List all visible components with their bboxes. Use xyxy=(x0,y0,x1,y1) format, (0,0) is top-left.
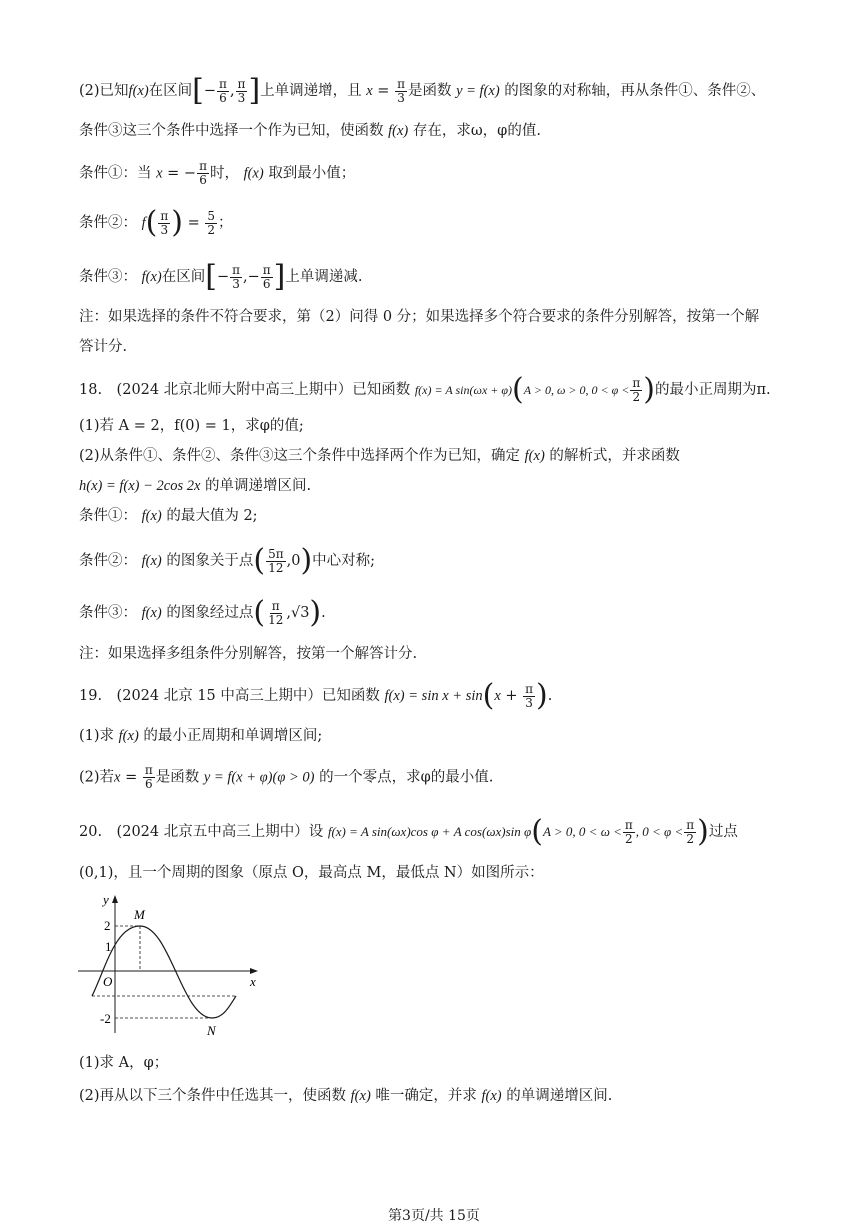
q18-part2: (2)从条件①、条件②、条件③这三个条件中选择两个作为已知，确定 f(x) 的解析式，并求函数 xyxy=(79,448,680,464)
q17-note-2: 答计分. xyxy=(79,339,128,355)
q18-condition-2: 条件②： f(x) 的图象关于点( $\frac{5\pi}{12}$ ,0)中心对称; xyxy=(79,543,376,578)
q20-part1: (1)求 A，φ； xyxy=(79,1055,169,1071)
q17-condition-1: 条件①：当 x = − $\frac{\pi}{6}$ 时， f(x) 取到最小值； xyxy=(79,159,356,187)
q19-heading: 19. (2024 北京 15 中高三上期中）已知函数 f(x) = sin x + sin(x + $\frac{\pi}{3}$ ). xyxy=(79,678,553,713)
q18-condition-3: 条件③： f(x) 的图象经过点( $\frac{\pi}{12}$ ,√3). xyxy=(79,595,326,630)
q20-part2: (2)再从以下三个条件中任选其一，使函数 f(x) 唯一确定，并求 f(x) 的单调递增区间. xyxy=(79,1088,613,1104)
q17-note: 注：如果选择的条件不符合要求，第（2）问得 0 分；如果选择多个符合要求的条件分别解答，按第一个解 xyxy=(79,309,760,325)
x-axis-label: x xyxy=(250,974,256,989)
page-footer: 第3页/共 15页 xyxy=(388,1208,480,1224)
y-axis-arrow xyxy=(112,895,118,903)
max-point-label: M xyxy=(134,907,145,922)
tick-2: 2 xyxy=(104,918,111,933)
tick-1: 1 xyxy=(105,939,112,954)
q17-part2-line2: 条件③这三个条件中选择一个作为已知，使函数 f(x) 存在，求ω，φ的值. xyxy=(79,123,541,139)
q19-part1: (1)求 f(x) 的最小正周期和单调增区间; xyxy=(79,728,323,744)
origin-label: O xyxy=(103,974,113,989)
q17-condition-3: 条件③： f(x)在区间[− $\frac{\pi}{3}$ ,− $\frac{\pi}{6}$ ]上单调递减. xyxy=(79,259,363,294)
sine-graph xyxy=(70,888,270,1040)
q18-heading: 18. (2024 北京北师大附中高三上期中）已知函数 f(x) = A sin(ωx + φ)(A > 0, ω > 0, 0 < φ < $\frac{\pi}{2}$ )的最小正周期为π. xyxy=(79,372,771,407)
q20-heading: 20. (2024 北京五中高三上期中）设 f(x) = A sin(ωx)cos φ + A cos(ωx)sin φ(A > 0, 0 < ω < $\frac{\pi}{2}$ , 0 < φ < $\frac{\pi}{2}$ )过点 xyxy=(79,814,738,849)
tick-neg2: -2 xyxy=(100,1011,111,1026)
q18-part1: (1)若 A = 2，f(0) = 1，求φ的值; xyxy=(79,418,304,434)
sine-curve xyxy=(92,926,236,1018)
q17-part2-line1: (2)已知f(x)在区间[− $\frac{\pi}{6}$ , $\frac{\pi}{3}$ ]上单调递增，且 x = $\frac{\pi}{3}$ 是函数 y = f(x) 的图象的对称轴，再从条件①、条件②、 xyxy=(79,73,766,108)
q18-part2-h: h(x) = f(x) − 2cos 2x 的单调递增区间. xyxy=(79,478,312,494)
q19-part2: (2)若x = $\frac{\pi}{6}$ 是函数 y = f(x + φ)(φ > 0) 的一个零点，求φ的最小值. xyxy=(79,763,494,791)
q18-condition-1: 条件①： f(x) 的最大值为 2; xyxy=(79,508,258,524)
y-axis-label: y xyxy=(103,892,109,907)
q17-condition-2: 条件②： f( $\frac{\pi}{3}$ ) = $\frac{5}{2}$ ； xyxy=(79,205,233,240)
q20-line2: (0,1)，且一个周期的图象（原点 O，最高点 M，最低点 N）如图所示： xyxy=(79,865,544,881)
min-point-label: N xyxy=(207,1023,216,1038)
q18-note: 注：如果选择多组条件分别解答，按第一个解答计分. xyxy=(79,646,418,662)
